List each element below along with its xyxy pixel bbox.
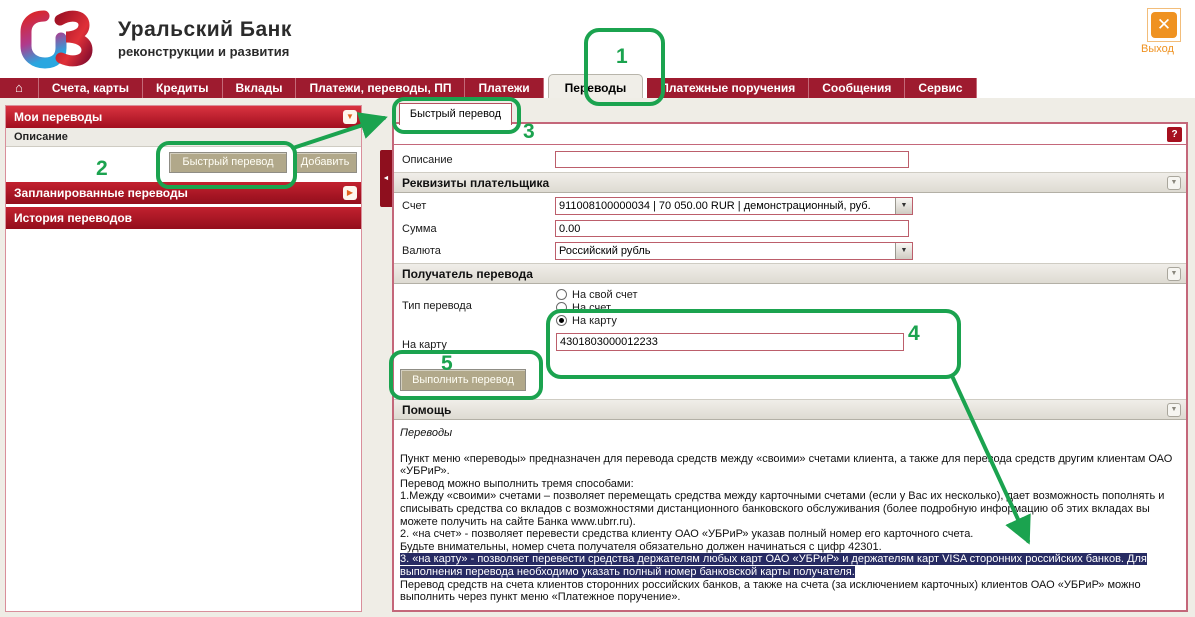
main-nav	[0, 78, 977, 98]
radio-selected-icon	[556, 315, 567, 326]
dropdown-arrow-icon[interactable]: ▼	[895, 243, 912, 259]
planned-transfers-title: Запланированные переводы	[14, 186, 188, 200]
logout-button[interactable]	[1141, 8, 1187, 55]
arrow-left-icon: ◄	[382, 175, 390, 182]
collapse-chevron-icon[interactable]: ▼	[1167, 267, 1181, 281]
amount-input[interactable]	[555, 220, 909, 237]
annotation-label-3: 3	[523, 120, 535, 143]
tab-payments-transfers-pp[interactable]: Платежи, переводы, ПП	[296, 78, 465, 98]
add-button[interactable]: Добавить	[293, 152, 357, 173]
help-line: 1.Между «своими» счетами – позволяет перемещать средства между карточными счетами (если у Вас их несколько), дает возможность пополнять и списывать средства со вкладов с возможностями дистанционного банковского обслуживания (более подробную информацию об этих вкладах вы можете получить на сайте Банка www.ubrr.ru).	[400, 490, 1165, 528]
recipient-section-header[interactable]	[394, 263, 1186, 284]
currency-value: Российский рубль	[559, 245, 651, 257]
collapse-chevron-icon[interactable]: ▼	[1167, 403, 1181, 417]
bank-title: Уральский Банк	[118, 18, 292, 41]
card-number-label: На карту	[402, 339, 447, 351]
tab-deposits[interactable]: Вклады	[223, 78, 297, 98]
tab-service[interactable]: Сервис	[905, 78, 976, 98]
tab-payments[interactable]: Платежи	[465, 78, 543, 98]
radio-own-account-label: На свой счет	[572, 288, 638, 301]
radio-own-account[interactable]	[556, 288, 638, 301]
help-line-highlighted: 3. «на карту» - позволяет перевести средства держателям любых карт ОАО «УБРиР» и держателям карт VISA сторонних российских банков. Для выполнения перевода необходимо указать полный номер банковской карты получателя.	[400, 553, 1147, 578]
transfers-sidebar	[5, 105, 362, 612]
payer-details-title: Реквизиты плательщика	[402, 176, 550, 190]
annotation-label-4: 4	[908, 322, 920, 345]
card-number-input[interactable]	[556, 333, 904, 351]
dropdown-arrow-icon[interactable]: ▼	[895, 198, 912, 214]
tab-accounts-cards[interactable]: Счета, карты	[39, 78, 143, 98]
help-line: Перевод можно выполнить тремя способами:	[400, 477, 634, 490]
close-x-icon: ✕	[1151, 12, 1177, 38]
chevron-right-icon[interactable]: ▶	[343, 186, 357, 200]
sidebar-section-my-transfers[interactable]	[6, 106, 361, 128]
help-title: Помощь	[402, 403, 452, 417]
panel-top-bar	[394, 124, 1186, 145]
account-select[interactable]	[555, 197, 913, 215]
description-column-header: Описание	[6, 128, 361, 147]
help-subtitle: Переводы	[400, 427, 453, 439]
annotation-label-1: 1	[616, 45, 628, 68]
radio-to-card-label: На карту	[572, 314, 617, 327]
description-label: Описание	[402, 154, 453, 166]
quick-transfer-panel	[392, 122, 1188, 612]
help-question-icon[interactable]: ?	[1167, 127, 1182, 142]
radio-to-account[interactable]	[556, 301, 611, 314]
home-tab[interactable]	[0, 78, 39, 98]
account-value: 911008100000034 | 70 050.00 RUR | демонстрационный, руб.	[559, 200, 871, 212]
logout-label: Выход	[1141, 43, 1174, 55]
quick-transfer-tab[interactable]: Быстрый перевод	[399, 103, 512, 125]
amount-label: Сумма	[402, 223, 437, 235]
currency-label: Валюта	[402, 245, 441, 257]
help-line: Перевод средств на счета клиентов сторонних российских банков, а также на счета (за исключением карточных) клиентов ОАО «УБРиР» можно выполнить через пункт меню «Платежное поручение».	[400, 578, 1141, 604]
chevron-down-icon[interactable]: ▼	[343, 110, 357, 124]
account-label: Счет	[402, 200, 427, 212]
tab-messages[interactable]: Сообщения	[809, 78, 905, 98]
help-line: Пункт меню «переводы» предназначен для перевода средств между «своими» счетами клиента, а также для перевода средств другим клиентам ОАО «УБРиР».	[400, 452, 1173, 478]
help-line: 2. «на счет» - позволяет перевести средства клиенту ОАО «УБРиР» указав полный номер его карточного счета.	[400, 528, 974, 541]
quick-transfer-button[interactable]: Быстрый перевод	[169, 152, 287, 173]
bank-name	[118, 18, 292, 59]
sidebar-section-history[interactable]	[6, 207, 361, 229]
my-transfers-title: Мои переводы	[14, 110, 103, 124]
tab-transfers-active[interactable]: Переводы	[548, 74, 644, 98]
radio-icon	[556, 302, 567, 313]
bank-logo-icon	[14, 8, 114, 70]
submit-transfer-button[interactable]: Выполнить перевод	[400, 369, 526, 391]
home-icon: ⌂	[15, 80, 23, 95]
annotation-label-5: 5	[441, 352, 453, 375]
radio-to-account-label: На счет	[572, 301, 612, 314]
bank-subtitle: реконструкции и развития	[118, 44, 290, 59]
tab-payment-orders[interactable]: Платежные поручения	[647, 78, 809, 98]
history-title: История переводов	[14, 211, 133, 225]
help-line: Будьте внимательны, номер счета получателя обязательно должен начинаться с цифр 42301.	[400, 540, 882, 553]
help-section-header[interactable]	[394, 399, 1186, 420]
radio-icon	[556, 289, 567, 300]
payer-details-section-header[interactable]	[394, 172, 1186, 193]
collapse-chevron-icon[interactable]: ▼	[1167, 176, 1181, 190]
sidebar-button-row	[6, 147, 361, 179]
sidebar-section-planned-transfers[interactable]	[6, 182, 361, 204]
tab-credits[interactable]: Кредиты	[143, 78, 222, 98]
transfer-type-label: Тип перевода	[402, 300, 472, 312]
description-input[interactable]	[555, 151, 909, 168]
sidebar-collapse-handle[interactable]	[380, 150, 392, 207]
currency-select[interactable]	[555, 242, 913, 260]
recipient-title: Получатель перевода	[402, 267, 533, 281]
help-text	[400, 427, 1182, 604]
radio-to-card[interactable]	[556, 314, 617, 327]
annotation-label-2: 2	[96, 157, 108, 180]
logout-icon-frame	[1147, 8, 1181, 42]
